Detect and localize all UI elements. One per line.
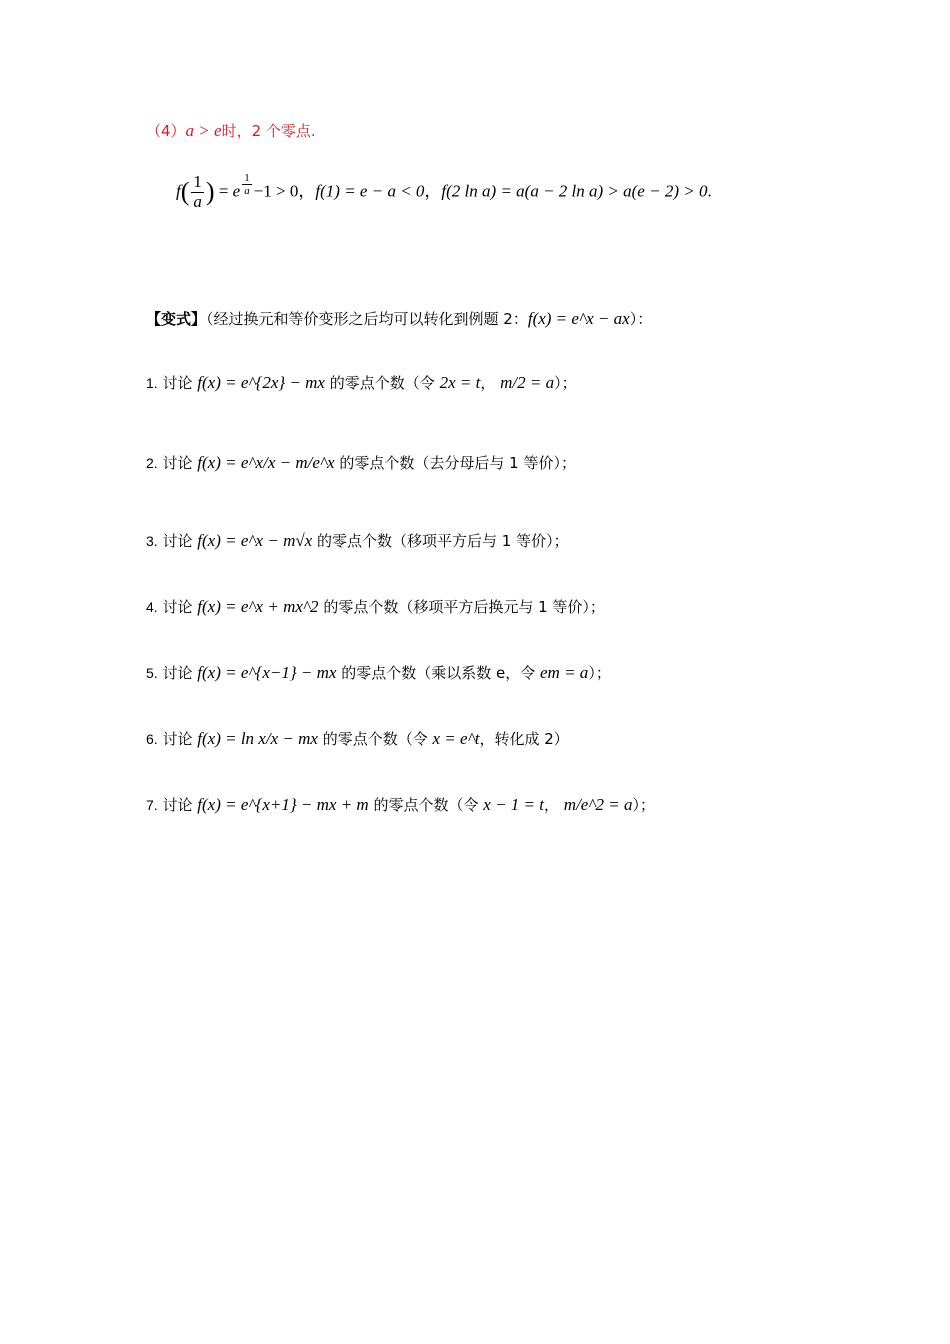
item-tail: 的零点个数（令 — [329, 374, 435, 392]
item-lead: 讨论 — [162, 598, 193, 616]
item-end: ，转化成 2） — [479, 730, 569, 748]
item-lead: 讨论 — [162, 532, 193, 550]
item-function: f(x) = e^x + mx^2 — [197, 597, 319, 616]
eq-part3: f(2 ln a) = a(a − 2 ln a) > a(e − 2) > 0 — [441, 181, 708, 201]
list-item — [146, 372, 577, 393]
item-lead: 讨论 — [162, 796, 193, 814]
case4-suffix: 时，2 个零点. — [221, 122, 316, 140]
case4-condition: a > e — [185, 121, 222, 140]
item-number: 5. — [146, 665, 158, 681]
list-item — [146, 596, 605, 617]
item-sep: ， — [480, 374, 496, 392]
eq-part2: f(1) = e − a < 0 — [315, 181, 425, 201]
item-hint: x = e^t — [432, 729, 480, 748]
item-function: f(x) = ln x/x − mx — [197, 729, 318, 748]
eq-sep1: ， — [298, 181, 316, 202]
item-hint2: m/2 = a — [500, 373, 555, 392]
item-function: f(x) = e^x/x − m/e^x — [197, 453, 335, 472]
eq-sep2: ， — [424, 181, 442, 202]
variant-text: （经过换元和等价变形之后均可以转化到例题 2： — [206, 310, 528, 328]
variant-line — [146, 308, 652, 329]
item-function: f(x) = e^{x−1} − mx — [197, 663, 337, 682]
item-lead: 讨论 — [162, 454, 193, 472]
list-item — [146, 794, 655, 815]
item-lead: 讨论 — [162, 730, 193, 748]
list-item — [146, 728, 569, 749]
variant-formula: f(x) = e^x − ax — [527, 309, 630, 328]
item-hint: 2x = t — [439, 373, 481, 392]
item-number: 6. — [146, 731, 158, 747]
item-end: ）； — [588, 664, 611, 682]
eq-part1-tail: −1 > 0 — [253, 181, 299, 201]
item-hint2: m/e^2 = a — [563, 795, 633, 814]
item-number: 1. — [146, 375, 158, 391]
list-item — [146, 530, 569, 551]
case4-label: （4） — [146, 122, 186, 140]
variant-head: 【变式】 — [146, 310, 207, 328]
inequality-line: f( $\frac{1}{a}$ ) = e $^{\frac{1}{a}}$ −1 > 0，f(1) = e − a < 0，f(2 ln a) = a(a − 2 ln a) > a(e − 2) > 0. — [176, 171, 712, 211]
item-lead: 讨论 — [162, 374, 193, 392]
item-tail: 的零点个数（令 — [373, 796, 479, 814]
item-hint: x − 1 = t — [483, 795, 544, 814]
item-tail: 的零点个数（乘以系数 e，令 — [341, 664, 536, 682]
item-number: 4. — [146, 599, 158, 615]
item-tail: 的零点个数（去分母后与 1 等价）； — [339, 454, 576, 472]
item-number: 7. — [146, 797, 158, 813]
item-end: ）； — [632, 796, 656, 814]
item-lead: 讨论 — [162, 664, 193, 682]
item-tail: 的零点个数（移项平方后与 1 等价）； — [317, 532, 569, 550]
list-item — [146, 452, 576, 473]
item-number: 3. — [146, 533, 158, 549]
item-end: ）； — [554, 374, 577, 392]
item-tail: 的零点个数（令 — [322, 730, 428, 748]
case4-line — [146, 120, 316, 141]
item-number: 2. — [146, 455, 158, 471]
item-tail: 的零点个数（移项平方后换元与 1 等价）； — [323, 598, 605, 616]
eq-end: . — [707, 181, 712, 201]
item-hint: em = a — [540, 663, 589, 682]
item-function: f(x) = e^x − m√x — [197, 531, 313, 550]
item-function: f(x) = e^{x+1} − mx + m — [197, 795, 369, 814]
item-function: f(x) = e^{2x} − mx — [197, 373, 325, 392]
variant-close: ）： — [629, 310, 653, 328]
list-item — [146, 662, 611, 683]
item-sep: ， — [544, 796, 560, 814]
